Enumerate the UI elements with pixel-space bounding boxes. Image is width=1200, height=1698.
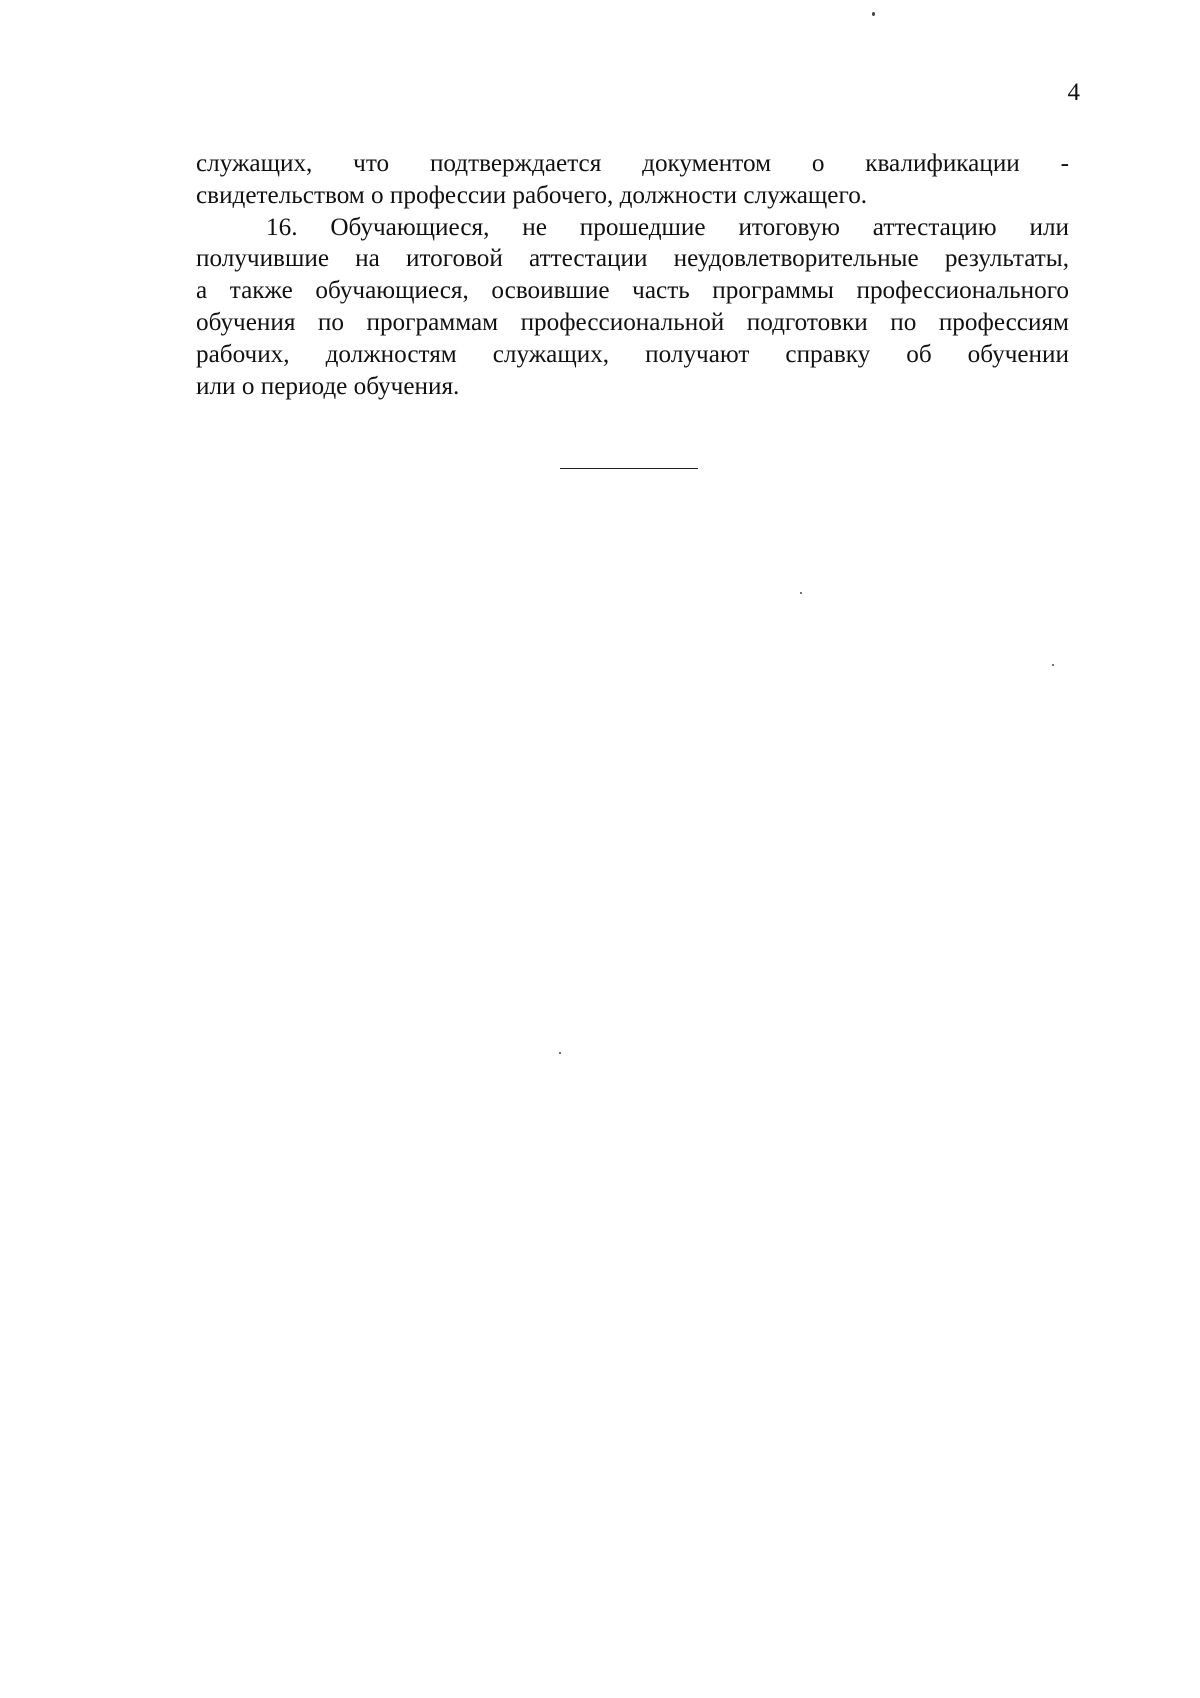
document-body [196,148,1069,402]
text-line: рабочих, должностям служащих, получают справку об обучении [196,340,1069,368]
text-line: получившие на итоговой аттестации неудовлетворительные результаты, [196,245,1069,273]
scan-speck [559,1052,561,1054]
text-line: свидетельством о профессии рабочего, должности служащего. [196,181,868,209]
page-number: 4 [1067,79,1080,106]
end-divider [560,468,698,469]
scan-speck [800,592,802,594]
text-line: а также обучающиеся, освоившие часть программы профессионального [196,277,1069,305]
scan-speck [872,12,875,16]
scan-speck [1052,664,1054,666]
text-line: или о периоде обучения. [196,372,460,400]
text-line: обучения по программам профессиональной подготовки по профессиям [196,308,1069,336]
text-line: 16. Обучающиеся, не прошедшие итоговую аттестацию или [266,213,1069,241]
text-line: служащих, что подтверждается документом о квалификации - [196,150,1069,177]
